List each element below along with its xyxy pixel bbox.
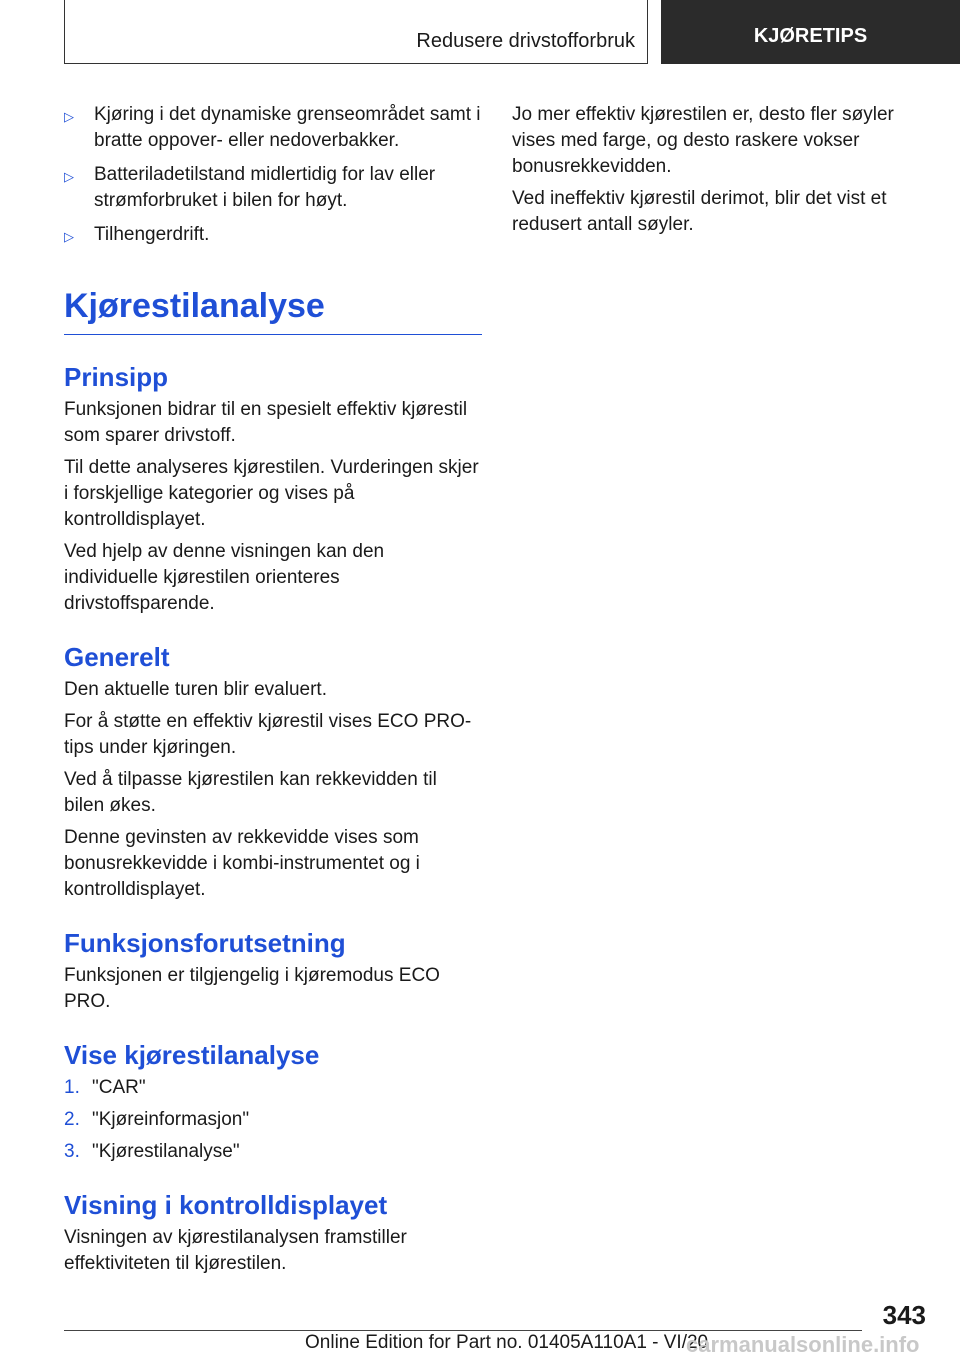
footer-divider bbox=[64, 1330, 862, 1331]
header-section-box bbox=[64, 0, 648, 64]
paragraph: For å støtte en effektiv kjørestil vises ECO PRO-tips under kjøringen. bbox=[64, 711, 472, 758]
step-item bbox=[64, 1075, 482, 1101]
paragraph: Visningen av kjørestilanalysen framstiller effektiviteten til kjørestilen. bbox=[64, 1227, 407, 1274]
list-item: ▷ Tilhengerdrift. bbox=[64, 222, 482, 250]
main-heading: Kjørestilanalyse bbox=[64, 286, 482, 335]
step-number: 2. bbox=[64, 1109, 80, 1130]
triangle-bullet-icon: ▷ bbox=[64, 109, 74, 124]
step-text: "Kjøreinformasjon" bbox=[92, 1109, 250, 1130]
paragraph: Ved ineffektiv kjørestil derimot, blir det vist et redusert antall søyler. bbox=[512, 188, 887, 235]
edition-text: Online Edition for Part no. 01405A110A1 - VI/20 bbox=[305, 1332, 709, 1353]
heading-visning: Visning i kontrolldisplayet bbox=[64, 1190, 388, 1220]
step-number: 3. bbox=[64, 1141, 80, 1162]
paragraph: Jo mer effektiv kjørestilen er, desto fler søyler vises med farge, og desto raskere vokser bonusrekkevidden. bbox=[512, 104, 894, 177]
section-title: Redusere drivstofforbruk bbox=[416, 30, 635, 52]
step-item bbox=[64, 1107, 482, 1133]
right-column bbox=[512, 102, 922, 244]
paragraph: Denne gevinsten av rekkevidde vises som bonusrekkevidde i kombi-instrumentet og i kontrolldisplayet. bbox=[64, 827, 420, 900]
paragraph: Til dette analyseres kjørestilen. Vurderingen skjer i forskjellige kategorier og vises på kontrolldisplayet. bbox=[64, 457, 479, 530]
chapter-tab[interactable]: KJØRETIPS bbox=[661, 0, 960, 64]
step-text: "Kjørestilanalyse" bbox=[92, 1141, 240, 1162]
step-number: 1. bbox=[64, 1077, 80, 1098]
page-number: 343 bbox=[882, 1300, 926, 1330]
heading-generelt: Generelt bbox=[64, 642, 170, 672]
step-text: "CAR" bbox=[92, 1077, 146, 1098]
left-column bbox=[64, 102, 482, 1283]
paragraph: Ved å tilpasse kjørestilen kan rekkevidden til bilen økes. bbox=[64, 769, 437, 816]
paragraph: Funksjonen er tilgjengelig i kjøremodus ECO PRO. bbox=[64, 965, 440, 1012]
step-item bbox=[64, 1139, 482, 1165]
heading-vise: Vise kjørestilanalyse bbox=[64, 1040, 320, 1070]
paragraph: Funksjonen bidrar til en spesielt effektiv kjørestil som sparer drivstoff. bbox=[64, 399, 468, 446]
list-item: ▷ Batteriladetilstand midlertidig for lav eller strømforbruket i bilen for høyt. bbox=[64, 162, 482, 214]
paragraph: Den aktuelle turen blir evaluert. bbox=[64, 679, 327, 700]
list-item: ▷ Kjøring i det dynamiske grenseområdet samt i bratte oppover- eller nedoverbakker. bbox=[64, 102, 482, 154]
heading-funksjonsforutsetning: Funksjonsforutsetning bbox=[64, 928, 346, 958]
watermark: carmanualsonline.info bbox=[686, 1332, 920, 1357]
heading-prinsipp: Prinsipp bbox=[64, 362, 169, 392]
triangle-bullet-icon: ▷ bbox=[64, 169, 74, 184]
paragraph: Ved hjelp av denne visningen kan den individuelle kjørestilen orienteres drivstoffsparende. bbox=[64, 541, 385, 614]
triangle-bullet-icon: ▷ bbox=[64, 229, 74, 244]
